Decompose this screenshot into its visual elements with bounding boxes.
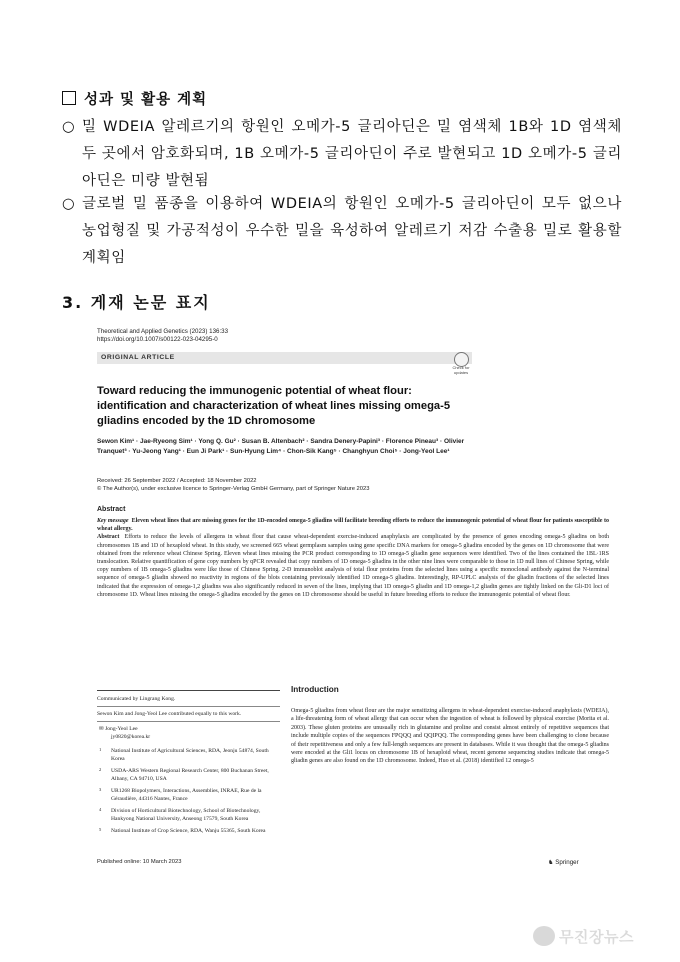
footnote-divider — [97, 690, 280, 691]
circle-bullet-icon: ○ — [62, 119, 76, 135]
introduction-heading: Introduction — [291, 685, 339, 694]
affiliation-item: 2 USDA-ARS Western Regional Research Center, 800 Buchanan Street, Albany, CA 94710, USA — [99, 767, 269, 782]
introduction-body: Omega-5 gliadins from wheat flour are the major sensitizing allergens in wheat-dependent exercise-induced anaphylaxis (WDEIA), a life-threatening form of wheat allergy that can occur when the ingestion of wheat is followed by physical exercise (Morita et al. 2003). These gluten proteins are unusually rich in glutamine and proline and consist almost entirely of repetitive sequences that include multiple copies of the sequences FPQQQ and QQIPQQ. The corresponding genes have been challenging to clone because of their repetitiveness and only a few full-length sequences are present in databases. While it was thought that the omega-5 gliadins were encoded at the Gli1 locus on chromosome 1B of hexaploid wheat, recent genome sequencing studies indicate that omega-5 gliadin genes are also found on the 1D chromosome. Indeed, Huo et al. (2018) identified 12 omega-5 — [291, 708, 609, 765]
circle-bullet-icon: ○ — [62, 196, 76, 212]
watermark-logo-icon — [533, 926, 555, 946]
bullet-item-1 — [62, 114, 622, 195]
article-type-band: ORIGINAL ARTICLE — [97, 352, 472, 364]
checkbox-square-icon — [62, 91, 76, 105]
affiliation-item: 5 National Institute of Crop Science, RDA, Wanju 55365, South Korea — [99, 827, 266, 834]
bullet-item-2 — [62, 191, 622, 272]
abstract-body: Key message Eleven wheat lines that are missing genes for the 1D-encoded omega-5 gliadins will facilitate breeding efforts to reduce the immunogenic potential of wheat flour for patients susceptible to wheat allergy. Abstract Efforts to reduce the levels of allergens in wheat flour that cause wheat-dependent exercise-induced anaphylaxis are complicated by the presence of genes encoding omega-5 gliadins on both chromosomes 1B and 1D of hexaploid wheat. In this study, we screened 665 wheat germplasm samples using gene specific DNA markers for omega-5 gliadins encoded by the genes on 1D chromosome that were obtained from the reference wheat Chinese Spring. Eleven wheat lines missing the PCR product corresponding to 1D omega-5 gliadin gene sequences were identified. Two of the lines contained the 1BL·1RS translocation. Relative quantification of gene copy numbers by qPCR revealed that copy numbers of 1D omega-5 gliadins in the other nine lines were comparable to those in 1D null lines of Chinese Spring, while copy numbers of 1B omega-5 gliadins were like those of Chinese Spring. 2-D immunoblot analysis of total flour proteins from the selected lines using a specific monoclonal antibody against the N-terminal sequence of omega-5 gliadin showed no reactivity in regions of the blots containing previously identified 1D omega-5 gliadins. Interestingly, RP-UPLC analysis of the gliadin fractions of the selected lines indicated that the expression of omega-1,2 gliadins was also significantly reduced in seven of the lines, implying that 1D omega-5 gliadin and 1D omega-1,2 gliadin genes are tightly linked on the Gli-D1 loci of chromosome 1D. Wheat lines missing the omega-5 gliadins encoded by the genes on 1D chromosome should be useful in future breeding efforts to reduce the immunogenic potential of wheat flour. — [97, 518, 609, 598]
bullet-text: 밀 WDEIA 알레르기의 항원인 오메가-5 글리아딘은 밀 염색체 1B와 1D 염색체 두 곳에서 암호화되며, 1B 오메가-5 글리아딘이 주로 발현되고 1D 오메가-5 글리아딘은 미량 발현됨 — [82, 119, 622, 189]
abstract-heading: Abstract — [97, 506, 126, 513]
section-title: 성과 및 활용 계획 — [62, 88, 207, 109]
springer-logo: ♞ Springer — [548, 859, 579, 866]
springer-horse-icon: ♞ — [548, 859, 556, 866]
bullet-text: 글로벌 밀 품종을 이용하여 WDEIA의 항원인 오메가-5 글리아딘이 모두 없으나 농업형질 및 가공적성이 우수한 밀을 육성하여 알레르기 저감 수출용 밀로 활용할 계획임 — [82, 196, 622, 266]
published-online: Published online: 10 March 2023 — [97, 859, 182, 865]
watermark: 무진장뉴스 — [533, 922, 673, 950]
affiliation-item: 4 Division of Horticultural Biotechnology, School of Biotechnology, Hankyong National University, Anseong 17579, South Korea — [99, 807, 261, 822]
paper-dates: Received: 26 September 2022 / Accepted: 18 November 2022 © The Author(s), under exclusive licence to Springer-Verlag GmbH Germany, part of Springer Nature 2023 — [97, 478, 370, 492]
subsection-heading: 3. 게재 논문 표지 — [62, 293, 211, 312]
affiliation-item: 3 UR1268 Biopolymers, Interactions, Assemblies, INRAE, Rue de la Géraudière, 44316 Nantes, France — [99, 787, 262, 802]
paper-title: Toward reducing the immunogenic potential of wheat flour: identification and characterization of wheat lines missing omega-5 gliadins encoded by the 1D chromosome — [97, 385, 451, 427]
footnotes: Communicated by Lingrang Kong. Sewon Kim and Jong-Yeol Lee contributed equally to this work. ✉ Jong-Yeol Lee jy0820@korea.kr 1 National Institute of Agricultural Sciences, RDA, Jeonju 54874, South Korea 2 USDA-ARS Western Regional Research Center, 800 Buchanan Street, Albany, CA 94710, USA 3 UR1268 Biopolymers, Interactions, Assemblies, INRAE, Rue de la Géraudière, 44316 Nantes, France 4 Division of Horticultural Biotechnology, School of Biotechnology, Hankyong National University, Anseong 17579, South Korea 5 National Institute of Crop Science, RDA, Wanju 55365, South Korea — [97, 695, 280, 835]
paper-authors: Sewon Kim¹ · Jae-Ryeong Sim¹ · Yong Q. Gu² · Susan B. Altenbach² · Sandra Denery-Papini³ · Florence Pineau³ · Olivier Tranquet³ · Yu-Jeong Yang¹ · Eun Ji Park¹ · Sun-Hyung Lim⁴ · Chon-Sik Kang⁵ · Changhyun Choi⁵ · Jong-Yeol Lee¹ — [97, 438, 465, 455]
affiliation-item: 1 National Institute of Agricultural Sciences, RDA, Jeonju 54874, South Korea — [99, 747, 269, 762]
check-for-updates-badge: Check for updates — [449, 352, 473, 378]
journal-info: Theoretical and Applied Genetics (2023) 136:33 https://doi.org/10.1007/s00122-023-04295-0 — [97, 328, 229, 343]
corresponding-author: ✉ Jong-Yeol Lee jy0820@korea.kr — [99, 726, 151, 740]
paper-cover-image — [97, 328, 609, 876]
